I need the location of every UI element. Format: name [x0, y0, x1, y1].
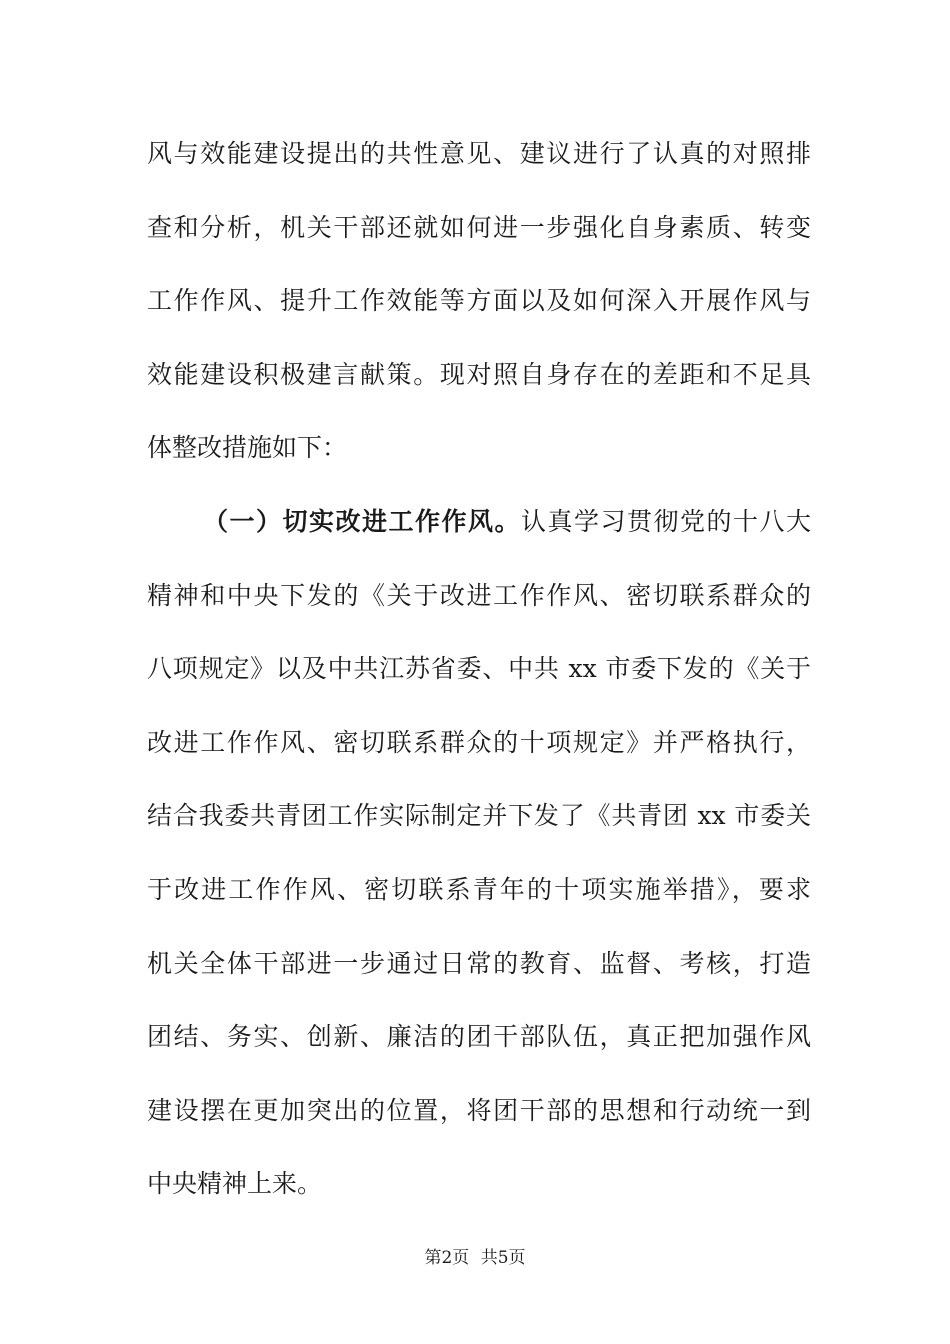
text-line: 工作作风、提升工作效能等方面以及如何深入开展作风与: [147, 286, 811, 316]
text-line: 改进工作作风、密切联系群众的十项规定》并严格执行，: [147, 727, 811, 757]
section-heading-line: [147, 485, 811, 559]
section-heading: （一）切实改进工作作风。: [203, 506, 521, 536]
text-line: 查和分析，机关干部还就如何进一步强化自身素质、转变: [147, 212, 811, 242]
text-line: 团结、务实、创新、廉洁的团干部队伍，真正把加强作风: [147, 1022, 811, 1052]
page-total: 共5页: [480, 1248, 526, 1268]
document-body: [147, 117, 811, 1221]
page-number: 第2页: [424, 1248, 470, 1268]
text-line: 体整改措施如下：: [147, 433, 348, 463]
text-line: 效能建设积极建言献策。现对照自身存在的差距和不足具: [147, 359, 811, 389]
text-line: 八项规定》以及中共江苏省委、中共 xx 市委下发的《关于: [147, 654, 811, 684]
text-line: 结合我委共青团工作实际制定并下发了《共青团 xx 市委关: [147, 801, 811, 831]
text-line: 精神和中央下发的《关于改进工作作风、密切联系群众的: [147, 580, 811, 610]
page-footer: [0, 1243, 950, 1268]
text-line: 机关全体干部进一步通过日常的教育、监督、考核，打造: [147, 948, 811, 978]
text-segment: 认真学习贯彻党的十八大: [520, 506, 811, 536]
text-line: 风与效能建设提出的共性意见、建议进行了认真的对照排: [147, 139, 811, 168]
text-line: 中央精神上来。: [147, 1169, 323, 1199]
text-line: 建设摆在更加突出的位置，将团干部的思想和行动统一到: [147, 1095, 811, 1125]
text-line: 于改进工作作风、密切联系青年的十项实施举措》，要求: [147, 874, 811, 904]
